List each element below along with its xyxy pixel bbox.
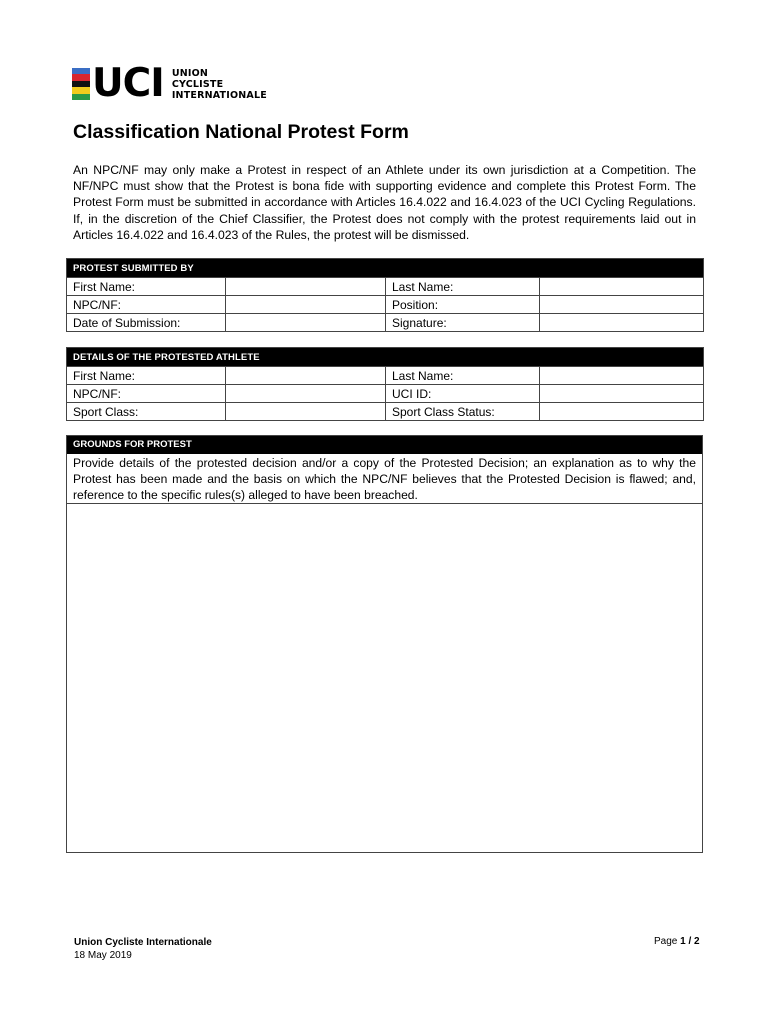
athlete-first-name-field[interactable] — [226, 367, 386, 385]
field-label: Last Name: — [386, 278, 540, 296]
footer-organization: Union Cycliste Internationale — [74, 937, 212, 948]
grounds-for-protest-section — [66, 435, 703, 853]
table-row — [67, 385, 704, 403]
page-title: Classification National Protest Form — [73, 121, 409, 143]
field-label: First Name: — [67, 278, 226, 296]
page-total: 2 — [694, 936, 700, 947]
grounds-text-area[interactable] — [67, 504, 702, 852]
field-label: Signature: — [386, 314, 540, 332]
table-row — [67, 278, 704, 296]
logo-line-2: CYCLISTE — [171, 78, 224, 90]
table-row — [67, 296, 704, 314]
athlete-npc-nf-field[interactable] — [226, 385, 386, 403]
date-of-submission-field[interactable] — [226, 314, 386, 332]
last-name-field[interactable] — [540, 278, 704, 296]
intro-paragraph: An NPC/NF may only make a Protest in respect of an Athlete under its own jurisdiction at a Competition. The NF/NPC must show that the Protest is bona fide with supporting evidence and complete this Protest Form. The Protest Form must be submitted in accordance with Articles 16.4.022 and 16.4.023 of the UCI Cycling Regulations. If, in the discretion of the Chief Classifier, the Protest does not comply with the protest requirements laid out in Articles 16.4.022 and 16.4.023 of the Rules, the protest will be dismissed. — [73, 163, 696, 242]
uci-id-field[interactable] — [540, 385, 704, 403]
uci-rainbow-stripes-icon — [72, 68, 90, 100]
footer-left — [74, 936, 212, 962]
field-label: NPC/NF: — [67, 296, 226, 314]
logo-line-3: INTERNATIONALE — [171, 89, 267, 101]
athlete-last-name-field[interactable] — [540, 367, 704, 385]
section-header: GROUNDS FOR PROTEST — [67, 436, 702, 454]
page-number — [654, 936, 700, 947]
field-label: NPC/NF: — [67, 385, 226, 403]
protested-athlete-table — [66, 347, 704, 421]
npc-nf-field[interactable] — [226, 296, 386, 314]
section-header: DETAILS OF THE PROTESTED ATHLETE — [67, 348, 704, 367]
table-row — [67, 367, 704, 385]
field-label: Sport Class: — [67, 403, 226, 421]
field-label: UCI ID: — [386, 385, 540, 403]
logo-line-1: UNION — [171, 67, 209, 79]
footer-date: 18 May 2019 — [74, 950, 132, 961]
field-label: Sport Class Status: — [386, 403, 540, 421]
table-row — [67, 314, 704, 332]
sport-class-status-field[interactable] — [540, 403, 704, 421]
signature-field[interactable] — [540, 314, 704, 332]
logo-word: UCI — [92, 61, 164, 106]
sport-class-field[interactable] — [226, 403, 386, 421]
field-label: Date of Submission: — [67, 314, 226, 332]
logo-text — [172, 68, 267, 101]
first-name-field[interactable] — [226, 278, 386, 296]
field-label: First Name: — [67, 367, 226, 385]
grounds-instructions: Provide details of the protested decision and/or a copy of the Protested Decision; an explanation as to why the Protest has been made and the basis on which the NPC/NF believes that the Protested Decision is flawed; and, reference to the specific rules(s) alleged to have been breached. — [67, 454, 702, 504]
page-prefix: Page — [654, 936, 681, 947]
table-row — [67, 403, 704, 421]
uci-logo — [72, 61, 267, 106]
field-label: Position: — [386, 296, 540, 314]
page-current: 1 — [680, 936, 686, 947]
position-field[interactable] — [540, 296, 704, 314]
section-header: PROTEST SUBMITTED BY — [67, 259, 704, 278]
page-separator: / — [685, 936, 695, 947]
protest-submitted-by-table — [66, 258, 704, 332]
field-label: Last Name: — [386, 367, 540, 385]
